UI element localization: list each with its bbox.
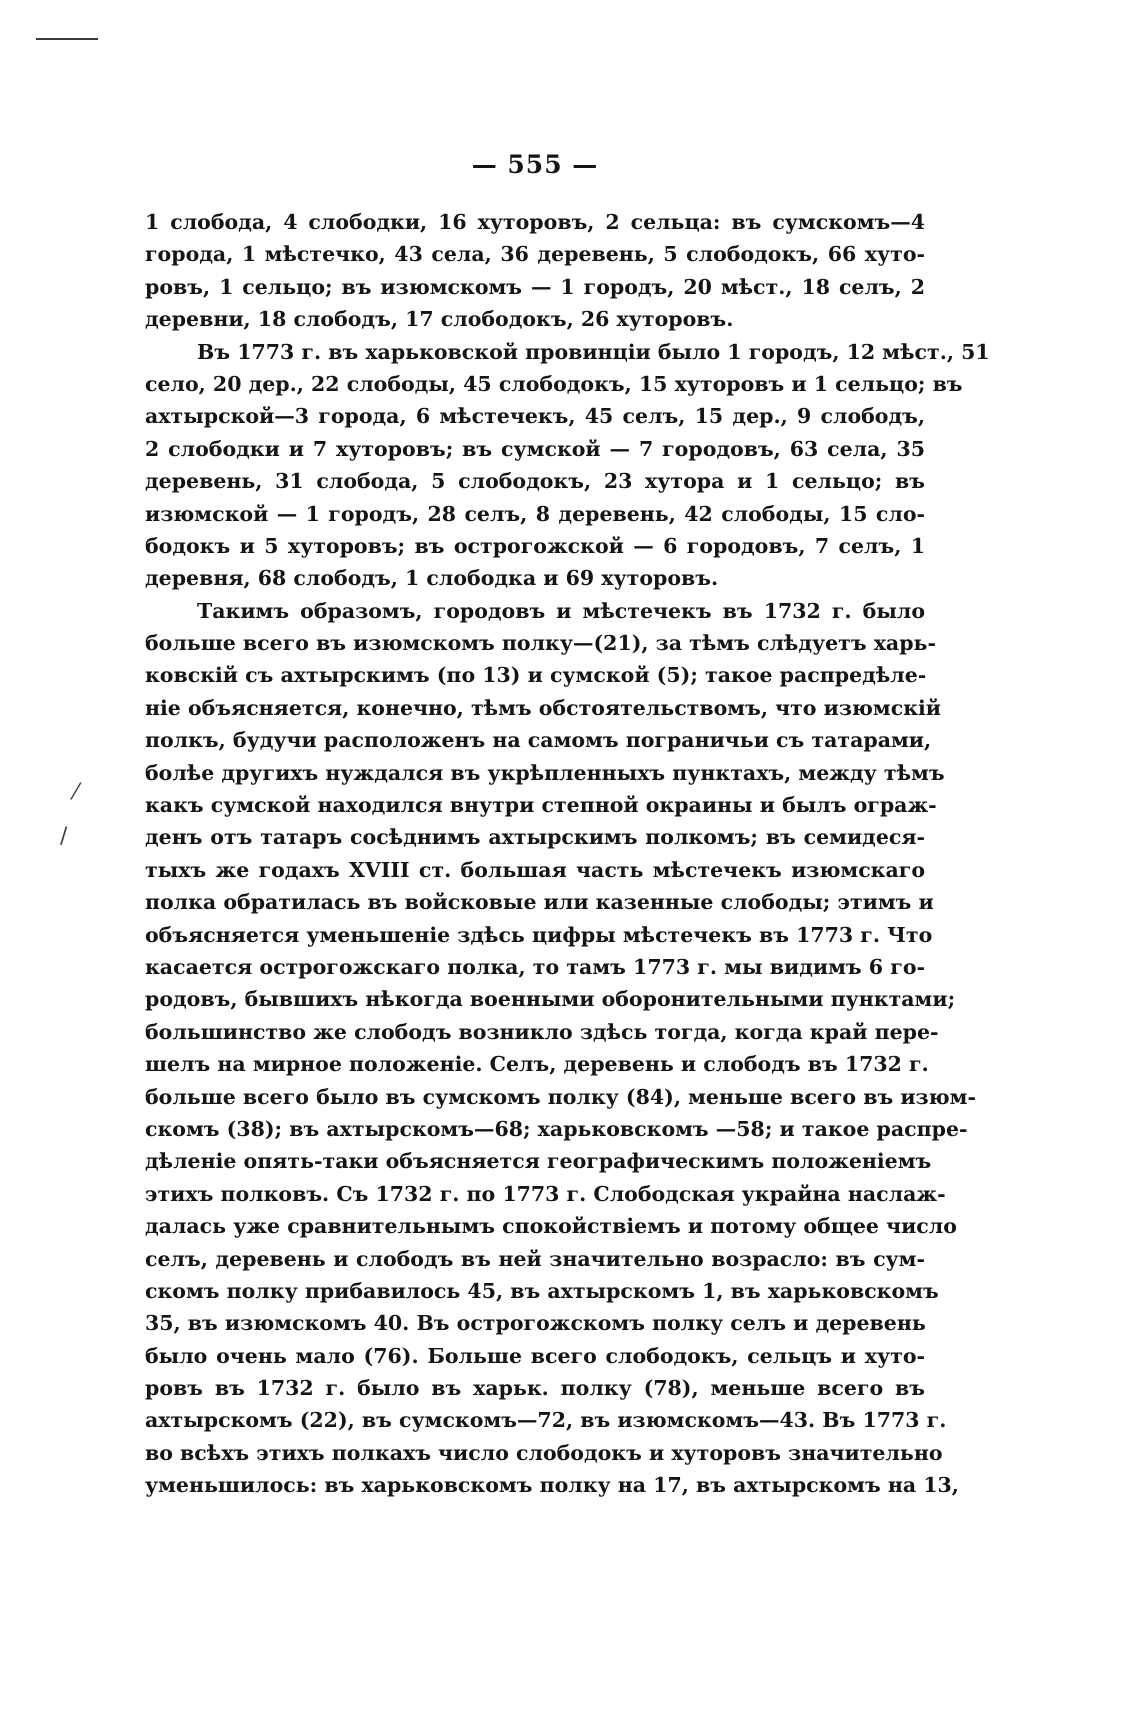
text-line: полка обратилась въ войсковые или казенные слободы; этимъ и (145, 890, 934, 915)
text-line: большинство же слободъ возникло здѣсь тогда, когда край пере- (145, 1019, 939, 1044)
scan-edge-rule (36, 38, 98, 40)
text-line: денъ отъ татаръ сосѣднимъ ахтырскимъ полкомъ; въ семидеся- (145, 825, 925, 850)
text-line: родовъ, бывшихъ нѣкогда военными оборонительными пунктами; (145, 987, 956, 1012)
text-line: ахтырскомъ (22), въ сумскомъ—72, въ изюмскомъ—43. Въ 1773 г. (145, 1408, 947, 1433)
text-line: ахтырской—3 города, 6 мѣстечекъ, 45 селъ, 15 дер., 9 слободъ, (145, 404, 925, 429)
text-line: 35, въ изюмскомъ 40. Въ острогожскомъ полку селъ и деревень (145, 1311, 926, 1336)
text-line: 2 слободки и 7 хуторовъ; въ сумской — 7 городовъ, 63 села, 35 (145, 436, 925, 461)
text-line: города, 1 мѣстечко, 43 села, 36 деревень, 5 слободокъ, 66 хуто- (145, 242, 925, 267)
text-line: касается острогожскаго полка, то тамъ 1773 г. мы видимъ 6 го- (145, 954, 925, 979)
paragraph (145, 336, 990, 595)
text-line: скомъ (38); въ ахтырскомъ—68; харьковскомъ —58; и такое распре- (145, 1116, 968, 1141)
document-page (145, 150, 990, 1502)
text-line: скомъ полку прибавилось 45, въ ахтырскомъ 1, въ харьковскомъ (145, 1278, 939, 1303)
text-line: объясняется уменьшеніе здѣсь цифры мѣстечекъ въ 1773 г. Что (145, 922, 933, 947)
text-line: селъ, деревень и слободъ въ ней значительно возрасло: въ сум- (145, 1246, 925, 1271)
text-line: деревня, 68 слободъ, 1 слободка и 69 хуторовъ. (145, 566, 719, 591)
text-line: деревни, 18 слободъ, 17 слободокъ, 26 хуторовъ. (145, 307, 734, 332)
text-line: ковскій съ ахтырскимъ (по 13) и сумской (5); такое распредѣле- (145, 663, 927, 688)
text-line: этихъ полковъ. Съ 1732 г. по 1773 г. Слободская украйна наслаж- (145, 1181, 946, 1206)
text-line: какъ сумской находился внутри степной окраины и былъ ограж- (145, 793, 937, 818)
page-number: — 555 — (471, 150, 599, 179)
text-line: изюмской — 1 городъ, 28 селъ, 8 деревень, 42 слободы, 15 сло- (145, 501, 925, 526)
text-line: уменьшилось: въ харьковскомъ полку на 17, въ ахтырскомъ на 13, (145, 1473, 959, 1498)
text-line: Такимъ образомъ, городовъ и мѣстечекъ въ 1732 г. было (197, 598, 925, 623)
text-line: тыхъ же годахъ XVIII ст. большая часть мѣстечекъ изюмскаго (145, 857, 925, 882)
text-line: ровъ въ 1732 г. было въ харьк. полку (78), меньше всего въ (145, 1376, 925, 1401)
paragraph (145, 595, 976, 1502)
text-line: больше всего было въ сумскомъ полку (84), меньше всего въ изюм- (145, 1084, 976, 1109)
text-line: больше всего въ изюмскомъ полку—(21), за тѣмъ слѣдуетъ харь- (145, 631, 936, 656)
text-line: деревень, 31 слобода, 5 слободокъ, 23 хутора и 1 сельцо; въ (145, 469, 925, 494)
text-line: во всѣхъ этихъ полкахъ число слободокъ и хуторовъ значительно (145, 1440, 943, 1465)
margin-pencil-mark: / (60, 824, 68, 849)
paragraph (145, 206, 925, 336)
text-line: болѣе другихъ нуждался въ укрѣпленныхъ пунктахъ, между тѣмъ (145, 760, 945, 785)
text-line: было очень мало (76). Больше всего слободокъ, сельцъ и хуто- (145, 1343, 925, 1368)
text-line: полкъ, будучи расположенъ на самомъ пограничьи съ татарами, (145, 728, 932, 753)
text-line: 1 слобода, 4 слободки, 16 хуторовъ, 2 сельца: въ сумскомъ—4 (145, 210, 925, 234)
text-line: ровъ, 1 сельцо; въ изюмскомъ — 1 городъ, 20 мѣст., 18 селъ, 2 (145, 274, 925, 299)
text-line: Въ 1773 г. въ харьковской провинціи было 1 городъ, 12 мѣст., 51 (197, 339, 990, 364)
text-line: шелъ на мирное положеніе. Селъ, деревень и слободъ въ 1732 г. (145, 1052, 929, 1077)
text-line: ніе объясняется, конечно, тѣмъ обстоятельствомъ, что изюмскій (145, 695, 942, 720)
text-line: село, 20 дер., 22 слободы, 45 слободокъ, 15 хуторовъ и 1 сельцо; въ (145, 371, 963, 396)
body-text (145, 206, 990, 1502)
margin-pencil-mark: ⁄ (74, 780, 78, 805)
text-line: дѣленіе опять-таки объясняется географическимъ положеніемъ (145, 1149, 932, 1174)
text-line: бодокъ и 5 хуторовъ; въ острогожской — 6 городовъ, 7 селъ, 1 (145, 533, 925, 558)
text-line: далась уже сравнительнымъ спокойствіемъ и потому общее число (145, 1214, 957, 1239)
